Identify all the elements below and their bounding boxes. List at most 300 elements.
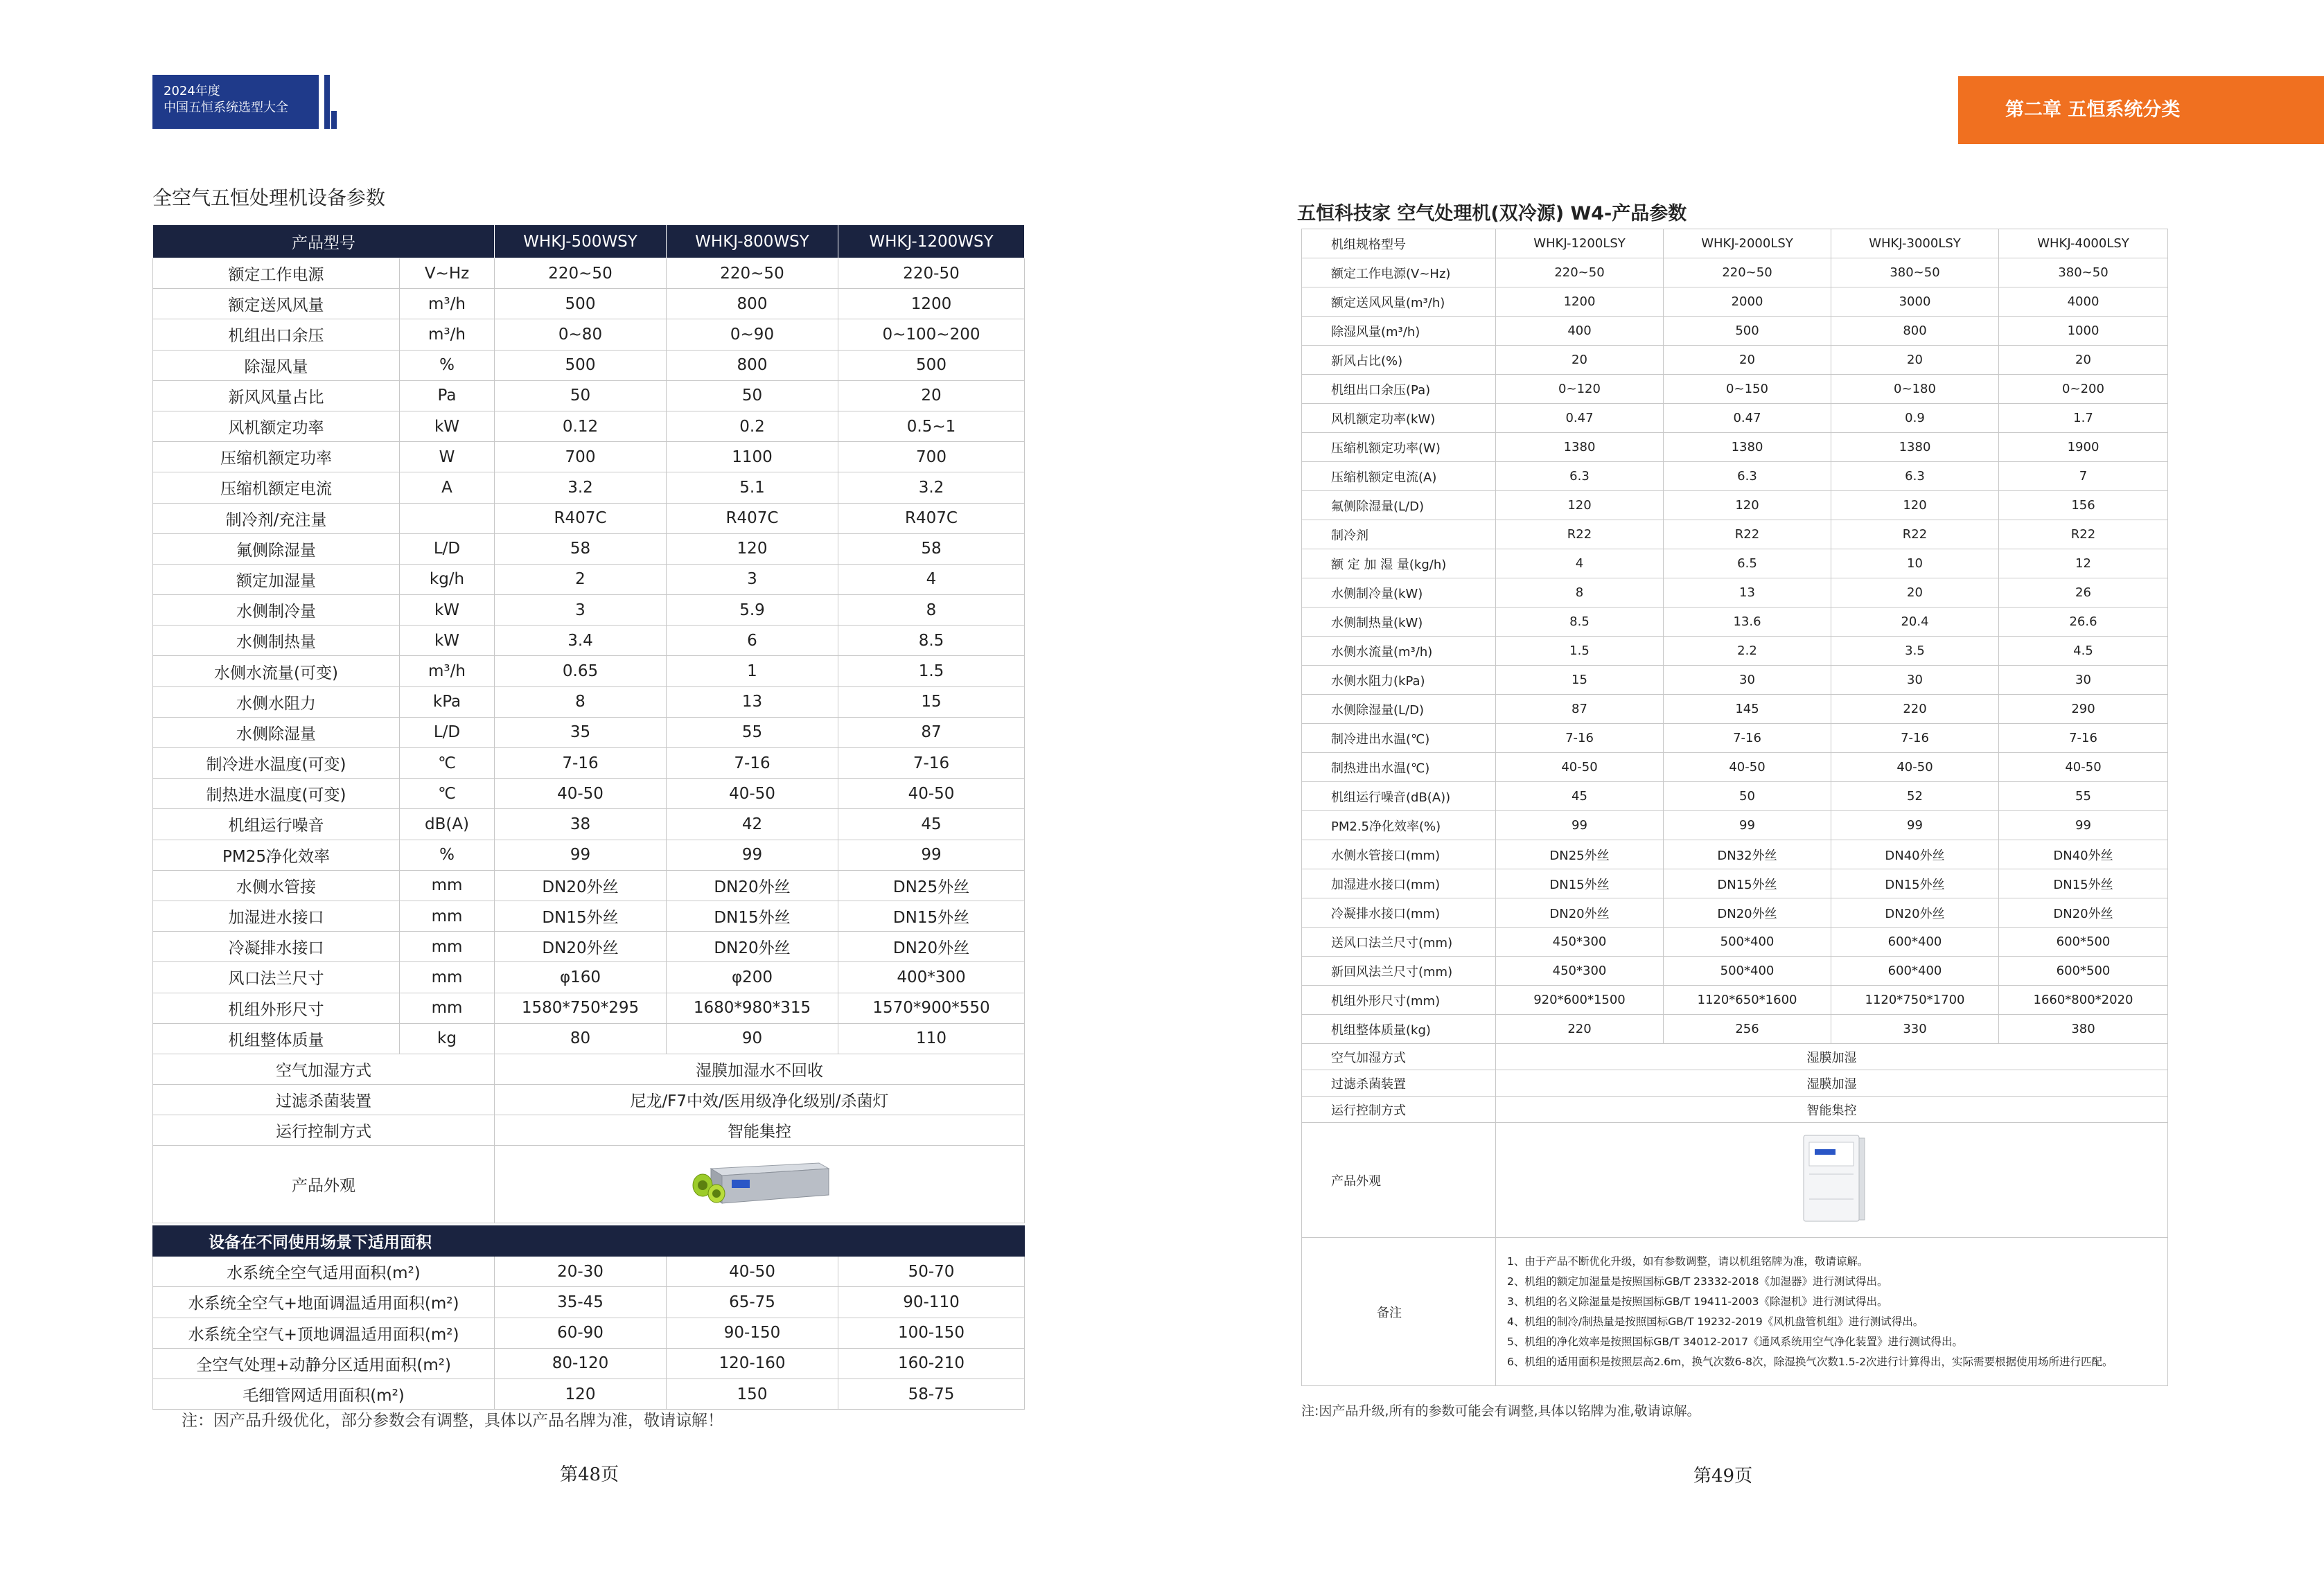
spec-row (153, 442, 1025, 472)
appearance-cell (1496, 1123, 2168, 1238)
area-row (153, 1318, 1025, 1348)
catalog-title: 中国五恒系统选型大全 (164, 100, 288, 115)
model-header: WHKJ-1200LSY (1496, 229, 1664, 258)
param-unit: kW (400, 595, 495, 626)
param-value: 500*400 (1664, 928, 1831, 957)
param-value: DN15外丝 (1664, 869, 1831, 898)
param-unit: V~Hz (400, 258, 495, 289)
param-value: DN20外丝 (1999, 898, 2168, 928)
param-label: 压缩机额定电流(A) (1302, 462, 1496, 491)
param-value: 0.47 (1664, 404, 1831, 433)
model-header: WHKJ-1200WSY (838, 225, 1025, 258)
param-value: 3 (667, 564, 838, 594)
param-label: 水侧除湿量 (153, 717, 400, 747)
param-label: 新风风量占比 (153, 380, 400, 411)
param-value: 3 (495, 595, 667, 626)
param-value: 尼龙/F7中效/医用级净化级别/杀菌灯 (495, 1085, 1025, 1115)
right-section-title: 五恒科技家 空气处理机(双冷源) W4-产品参数 (1297, 203, 1687, 224)
param-value: R407C (838, 503, 1025, 533)
param-value: 26 (1999, 578, 2168, 608)
param-value: 99 (838, 840, 1025, 870)
param-value: 0~120 (1496, 375, 1664, 404)
area-row (153, 1287, 1025, 1318)
param-value: 4.5 (1999, 637, 2168, 666)
spec-table-right-header (1302, 229, 2168, 258)
param-value: 0~90 (667, 319, 838, 350)
param-unit: kg/h (400, 564, 495, 594)
param-value: 220-50 (838, 258, 1025, 289)
catalog-year: 2024年度 (164, 84, 220, 98)
param-value: 1200 (838, 289, 1025, 319)
param-value: 600*500 (1999, 957, 2168, 986)
param-label: 冷凝排水接口 (153, 932, 400, 962)
param-value: 30 (1999, 666, 2168, 695)
spec-row (153, 993, 1025, 1023)
param-value: 7-16 (495, 748, 667, 779)
param-label: 运行控制方式 (153, 1115, 495, 1146)
param-value: 50 (1664, 782, 1831, 811)
area-label: 水系统全空气适用面积(m²) (153, 1257, 495, 1287)
spec-table-left-header (153, 225, 1025, 258)
param-value: 35 (495, 717, 667, 747)
param-label: 机组外形尺寸(mm) (1302, 986, 1496, 1015)
param-label: 风机额定功率(kW) (1302, 404, 1496, 433)
param-value: 1570*900*550 (838, 993, 1025, 1023)
param-value: 2000 (1664, 287, 1831, 317)
param-value: DN15外丝 (838, 901, 1025, 931)
param-label: 除湿风量(m³/h) (1302, 317, 1496, 346)
param-value: 500*400 (1664, 957, 1831, 986)
param-unit (400, 503, 495, 533)
spec-row (1302, 491, 2168, 520)
param-unit: kW (400, 626, 495, 656)
param-label: 水侧制冷量(kW) (1302, 578, 1496, 608)
param-value: 700 (838, 442, 1025, 472)
chapter-tag: 第二章 五恒系统分类 (1958, 76, 2324, 144)
param-value: 6.3 (1664, 462, 1831, 491)
param-label: 机组出口余压 (153, 319, 400, 350)
spec-row (1302, 928, 2168, 957)
param-value: 55 (667, 717, 838, 747)
param-unit: L/D (400, 717, 495, 747)
spec-row-merged (153, 1115, 1025, 1146)
param-value: 13 (667, 686, 838, 717)
notes-cell (1496, 1238, 2168, 1386)
spec-row (1302, 346, 2168, 375)
param-value: 220 (1831, 695, 1999, 724)
model-header: WHKJ-3000LSY (1831, 229, 1999, 258)
spec-row (1302, 637, 2168, 666)
param-value: 55 (1999, 782, 2168, 811)
param-unit: ℃ (400, 748, 495, 779)
param-value: 7-16 (667, 748, 838, 779)
param-label: 额定工作电源 (153, 258, 400, 289)
spec-row (1302, 898, 2168, 928)
spec-row (1302, 666, 2168, 695)
param-value: 湿膜加湿 (1496, 1044, 2168, 1070)
param-value: 380 (1999, 1015, 2168, 1044)
spec-row-merged (1302, 1070, 2168, 1097)
page-number-right: 第49页 (1693, 1466, 1753, 1487)
param-label: 压缩机额定电流 (153, 472, 400, 503)
param-value: 40-50 (1831, 753, 1999, 782)
param-label: 运行控制方式 (1302, 1097, 1496, 1123)
param-value: 湿膜加湿 (1496, 1070, 2168, 1097)
spec-row-merged (153, 1085, 1025, 1115)
param-value: 120 (1664, 491, 1831, 520)
note-line: 3、机组的名义除湿量是按照国标GB/T 19411-2003《除湿机》进行测试得出。 (1507, 1295, 1888, 1308)
param-unit: L/D (400, 533, 495, 564)
area-value: 50-70 (838, 1257, 1025, 1287)
param-value: 13.6 (1664, 608, 1831, 637)
note-line: 2、机组的额定加湿量是按照国标GB/T 23332-2018《加湿器》进行测试得出。 (1507, 1275, 1888, 1288)
param-value: 1380 (1831, 433, 1999, 462)
param-value: 220~50 (667, 258, 838, 289)
param-value: DN15外丝 (495, 901, 667, 931)
param-value: 120 (1496, 491, 1664, 520)
param-label: PM25净化效率 (153, 840, 400, 870)
product-image-cabinet-unit (1794, 1130, 1870, 1227)
param-value: 20 (838, 380, 1025, 411)
left-section-title: 全空气五恒处理机设备参数 (152, 186, 386, 209)
area-value: 60-90 (495, 1318, 667, 1348)
area-table-header (153, 1226, 1025, 1257)
param-value: 13 (1664, 578, 1831, 608)
param-value: 30 (1664, 666, 1831, 695)
param-value: 500 (1664, 317, 1831, 346)
param-value: 智能集控 (495, 1115, 1025, 1146)
param-label: 额定加湿量 (153, 564, 400, 594)
param-label: 氟侧除湿量(L/D) (1302, 491, 1496, 520)
area-value: 120-160 (667, 1348, 838, 1378)
param-label: 空气加湿方式 (153, 1054, 495, 1084)
spec-row (153, 779, 1025, 809)
param-value: 0.65 (495, 656, 667, 686)
param-unit: W (400, 442, 495, 472)
param-value: 38 (495, 809, 667, 840)
spec-row (1302, 608, 2168, 637)
notes-row (1302, 1238, 2168, 1386)
param-value: 7-16 (1496, 724, 1664, 753)
spec-row (1302, 695, 2168, 724)
param-value: 500 (495, 289, 667, 319)
param-value: 40-50 (838, 779, 1025, 809)
param-value: 1380 (1664, 433, 1831, 462)
param-value: 99 (1831, 811, 1999, 840)
param-value: 8 (838, 595, 1025, 626)
spec-row (153, 870, 1025, 901)
catalog-badge (152, 75, 319, 129)
param-unit: mm (400, 870, 495, 901)
param-value: 380~50 (1999, 258, 2168, 287)
param-value: 220 (1496, 1015, 1664, 1044)
param-value: 400 (1496, 317, 1664, 346)
param-label: 加湿进水接口(mm) (1302, 869, 1496, 898)
model-header-label: 产品型号 (153, 225, 495, 258)
param-value: 700 (495, 442, 667, 472)
param-value: 8.5 (838, 626, 1025, 656)
param-label: 送风口法兰尺寸(mm) (1302, 928, 1496, 957)
param-value: 600*500 (1999, 928, 2168, 957)
badge-accent-bar (324, 75, 330, 129)
area-label: 全空气处理+动静分区适用面积(m²) (153, 1348, 495, 1378)
param-unit: kPa (400, 686, 495, 717)
param-value: 1380 (1496, 433, 1664, 462)
left-footnote: 注：因产品升级优化，部分参数会有调整，具体以产品名牌为准，敬请谅解！ (182, 1412, 723, 1430)
param-value: 8 (495, 686, 667, 717)
param-label: 额 定 加 湿 量(kg/h) (1302, 549, 1496, 578)
appearance-cell (495, 1146, 1025, 1223)
param-value: 1580*750*295 (495, 993, 667, 1023)
param-value: DN15外丝 (667, 901, 838, 931)
spec-row (1302, 520, 2168, 549)
param-label: 新回风法兰尺寸(mm) (1302, 957, 1496, 986)
param-value: 99 (1664, 811, 1831, 840)
param-value: 0.2 (667, 411, 838, 441)
param-value: 400*300 (838, 962, 1025, 993)
param-value: 58 (495, 533, 667, 564)
param-label: 过滤杀菌装置 (153, 1085, 495, 1115)
param-value: R22 (1831, 520, 1999, 549)
param-label: 机组整体质量 (153, 1023, 400, 1054)
param-value: DN40外丝 (1999, 840, 2168, 869)
param-value: 120 (667, 533, 838, 564)
param-value: φ160 (495, 962, 667, 993)
param-value: 0.9 (1831, 404, 1999, 433)
param-value: 600*400 (1831, 928, 1999, 957)
spec-row (153, 809, 1025, 840)
param-value: DN20外丝 (495, 870, 667, 901)
product-image-duct-unit (686, 1155, 833, 1210)
param-unit: kW (400, 411, 495, 441)
param-label: 加湿进水接口 (153, 901, 400, 931)
area-value: 35-45 (495, 1287, 667, 1318)
param-unit: mm (400, 932, 495, 962)
param-value: 1900 (1999, 433, 2168, 462)
spec-row (153, 258, 1025, 289)
param-value: 90 (667, 1023, 838, 1054)
param-value: 4 (838, 564, 1025, 594)
spec-row (153, 350, 1025, 380)
param-value: 600*400 (1831, 957, 1999, 986)
spec-row (153, 503, 1025, 533)
param-label: 冷凝排水接口(mm) (1302, 898, 1496, 928)
area-value: 90-150 (667, 1318, 838, 1348)
param-value: 330 (1831, 1015, 1999, 1044)
param-value: 1120*750*1700 (1831, 986, 1999, 1015)
param-label: 机组运行噪音(dB(A)) (1302, 782, 1496, 811)
param-value: 3.2 (838, 472, 1025, 503)
param-value: 87 (1496, 695, 1664, 724)
param-value: 7-16 (1831, 724, 1999, 753)
param-label: 氟侧除湿量 (153, 533, 400, 564)
param-label: 过滤杀菌装置 (1302, 1070, 1496, 1097)
appearance-label: 产品外观 (153, 1146, 495, 1223)
area-value: 80-120 (495, 1348, 667, 1378)
param-value: DN32外丝 (1664, 840, 1831, 869)
param-unit: % (400, 840, 495, 870)
param-label: 制冷进出水温(℃) (1302, 724, 1496, 753)
spec-row (153, 840, 1025, 870)
spec-row (1302, 753, 2168, 782)
appearance-row (1302, 1123, 2168, 1238)
spec-row (1302, 462, 2168, 491)
param-value: 3.4 (495, 626, 667, 656)
param-value: 87 (838, 717, 1025, 747)
spec-row (1302, 869, 2168, 898)
param-label: 水侧水流量(m³/h) (1302, 637, 1496, 666)
param-label: 除湿风量 (153, 350, 400, 380)
param-value: 6.3 (1831, 462, 1999, 491)
area-value: 160-210 (838, 1348, 1025, 1378)
param-value: 6.5 (1664, 549, 1831, 578)
spec-row (1302, 287, 2168, 317)
param-value: 1 (667, 656, 838, 686)
param-value: DN20外丝 (1831, 898, 1999, 928)
param-label: 机组运行噪音 (153, 809, 400, 840)
spec-row-merged (153, 1054, 1025, 1084)
right-footnote: 注:因产品升级,所有的参数可能会有调整,具体以铭牌为准,敬请谅解。 (1301, 1403, 1700, 1419)
param-label: 制热进水温度(可变) (153, 779, 400, 809)
param-value: 2 (495, 564, 667, 594)
param-label: 风口法兰尺寸 (153, 962, 400, 993)
param-unit: mm (400, 962, 495, 993)
param-unit: % (400, 350, 495, 380)
param-label: 制冷剂/充注量 (153, 503, 400, 533)
param-label: 压缩机额定功率(W) (1302, 433, 1496, 462)
param-value: 2.2 (1664, 637, 1831, 666)
param-value: 8 (1496, 578, 1664, 608)
appearance-row (153, 1146, 1025, 1223)
param-value: 220~50 (1664, 258, 1831, 287)
param-value: 80 (495, 1023, 667, 1054)
model-header: WHKJ-800WSY (667, 225, 838, 258)
param-value: 380~50 (1831, 258, 1999, 287)
spec-row (153, 319, 1025, 350)
param-label: 水侧制热量(kW) (1302, 608, 1496, 637)
param-value: 450*300 (1496, 928, 1664, 957)
param-value: 0~180 (1831, 375, 1999, 404)
spec-row (153, 595, 1025, 626)
spec-row (153, 380, 1025, 411)
param-unit: dB(A) (400, 809, 495, 840)
area-value: 90-110 (838, 1287, 1025, 1318)
spec-row (153, 901, 1025, 931)
spec-row (1302, 1015, 2168, 1044)
model-header: WHKJ-500WSY (495, 225, 667, 258)
param-value: 0~100~200 (838, 319, 1025, 350)
page-number-left: 第48页 (560, 1464, 619, 1485)
param-value: 12 (1999, 549, 2168, 578)
param-value: R407C (495, 503, 667, 533)
param-label: 水侧水流量(可变) (153, 656, 400, 686)
param-unit: ℃ (400, 779, 495, 809)
param-value: 1000 (1999, 317, 2168, 346)
param-value: 500 (495, 350, 667, 380)
area-table (152, 1225, 1025, 1410)
note-line: 5、机组的净化效率是按照国标GB/T 34012-2017《通风系统用空气净化装置》进行测试得出。 (1507, 1335, 1963, 1348)
spec-row (1302, 986, 2168, 1015)
param-label: 制冷进水温度(可变) (153, 748, 400, 779)
param-value: DN40外丝 (1831, 840, 1999, 869)
param-value: R22 (1664, 520, 1831, 549)
param-label: 额定送风风量(m³/h) (1302, 287, 1496, 317)
area-row (153, 1378, 1025, 1409)
spec-row (1302, 578, 2168, 608)
spec-row (153, 962, 1025, 993)
param-value: 0.12 (495, 411, 667, 441)
appearance-label: 产品外观 (1302, 1123, 1496, 1238)
param-value: 800 (667, 289, 838, 319)
param-value: 58 (838, 533, 1025, 564)
param-value: 500 (838, 350, 1025, 380)
param-value: DN20外丝 (838, 932, 1025, 962)
param-value: 290 (1999, 695, 2168, 724)
param-value: 120 (1831, 491, 1999, 520)
spec-row (1302, 404, 2168, 433)
param-unit: mm (400, 993, 495, 1023)
param-label: 水侧水管接口(mm) (1302, 840, 1496, 869)
spec-row (1302, 433, 2168, 462)
area-label: 毛细管网适用面积(m²) (153, 1378, 495, 1409)
param-value: 湿膜加湿水不回收 (495, 1054, 1025, 1084)
param-label: 水侧除湿量(L/D) (1302, 695, 1496, 724)
badge-accent-bar-short (331, 111, 337, 129)
area-label: 水系统全空气+地面调温适用面积(m²) (153, 1287, 495, 1318)
param-value: 920*600*1500 (1496, 986, 1664, 1015)
param-value: 20 (1831, 346, 1999, 375)
param-unit: mm (400, 901, 495, 931)
param-label: 空气加湿方式 (1302, 1044, 1496, 1070)
spec-row (1302, 840, 2168, 869)
param-value: DN15外丝 (1496, 869, 1664, 898)
notes-label: 备注 (1302, 1238, 1496, 1386)
model-header: WHKJ-4000LSY (1999, 229, 2168, 258)
param-value: DN20外丝 (667, 870, 838, 901)
param-value: 1680*980*315 (667, 993, 838, 1023)
param-value: 40-50 (667, 779, 838, 809)
spec-row (153, 533, 1025, 564)
param-value: 7-16 (1999, 724, 2168, 753)
param-label: 机组整体质量(kg) (1302, 1015, 1496, 1044)
param-value: 4000 (1999, 287, 2168, 317)
param-value: 99 (495, 840, 667, 870)
param-value: 156 (1999, 491, 2168, 520)
param-value: 6.3 (1496, 462, 1664, 491)
param-value: R407C (667, 503, 838, 533)
param-value: R22 (1999, 520, 2168, 549)
param-label: 新风占比(%) (1302, 346, 1496, 375)
param-value: 4 (1496, 549, 1664, 578)
param-label: 水侧水管接 (153, 870, 400, 901)
param-value: 145 (1664, 695, 1831, 724)
param-label: 制热进出水温(℃) (1302, 753, 1496, 782)
param-value: 20 (1831, 578, 1999, 608)
param-value: 1.5 (1496, 637, 1664, 666)
param-label: 机组外形尺寸 (153, 993, 400, 1023)
param-value: 8.5 (1496, 608, 1664, 637)
param-value: 1200 (1496, 287, 1664, 317)
note-line: 1、由于产品不断优化升级，如有参数调整，请以机组铭牌为准，敬请谅解。 (1507, 1254, 1869, 1268)
param-value: 99 (1999, 811, 2168, 840)
param-value: 40-50 (1664, 753, 1831, 782)
param-value: 110 (838, 1023, 1025, 1054)
param-label: 风机额定功率 (153, 411, 400, 441)
note-line: 4、机组的制冷/制热量是按照国标GB/T 19232-2019《风机盘管机组》进行测试得出。 (1507, 1315, 1924, 1328)
param-unit: m³/h (400, 319, 495, 350)
param-value: 7-16 (838, 748, 1025, 779)
param-value: 20 (1999, 346, 2168, 375)
